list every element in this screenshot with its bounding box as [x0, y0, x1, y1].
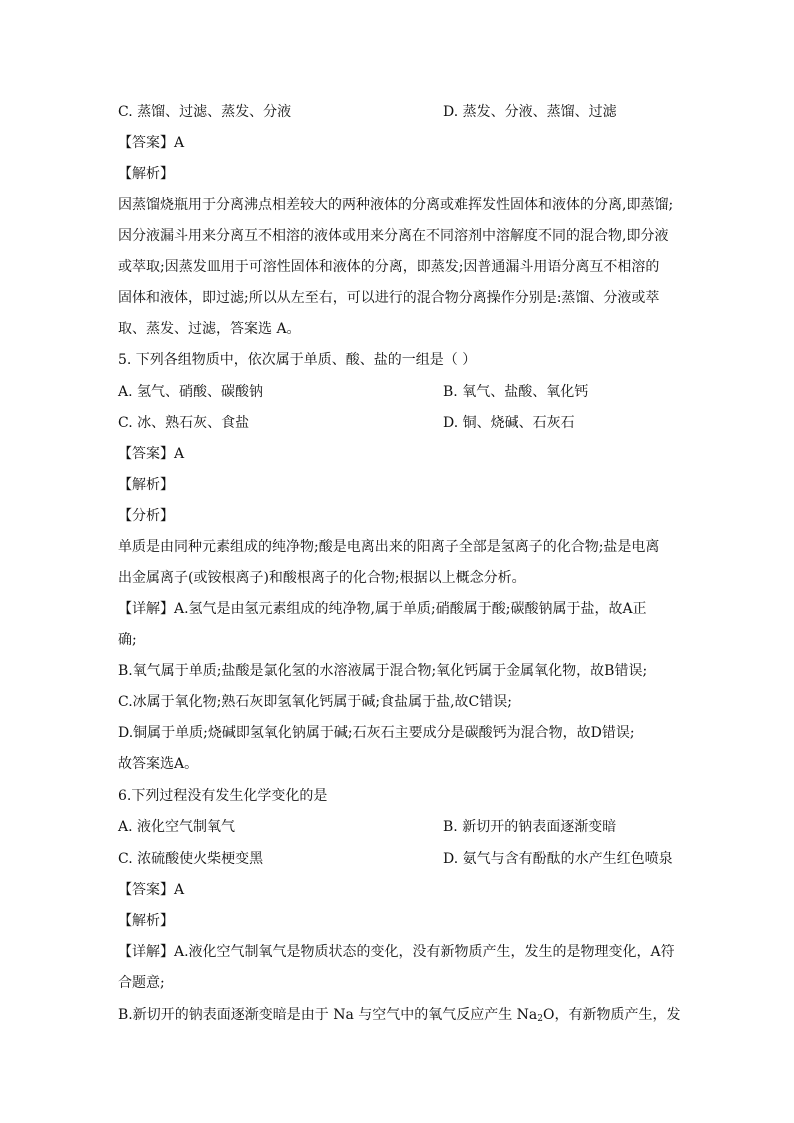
q5-stem: 5. 下列各组物质中，依次属于单质、酸、盐的一组是（ ） — [118, 352, 477, 368]
q4-analysis-line: 因分液漏斗用来分离互不相溶的液体或用来分离在不同溶剂中溶解度不同的混合物,即分液 — [118, 228, 669, 244]
q6-detail-line: 【详解】A.液化空气制氧气是物质状态的变化，没有新物质产生，发生的是物理变化，A符 — [118, 944, 675, 960]
q5-detail-line: 确; — [118, 632, 137, 648]
q4-analysis-line: 或萃取;因蒸发皿用于可溶性固体和液体的分离，即蒸发;因普通漏斗用语分离互不相溶的 — [118, 259, 660, 275]
q6-detail-last-line — [118, 1005, 681, 1029]
q5-detail-line: 故答案选A。 — [118, 756, 199, 772]
q4-analysis-label: 【解析】 — [118, 166, 174, 182]
q5-option-c: C. 冰、熟石灰、食盐 — [118, 415, 250, 431]
q4-option-c: C. 蒸馏、过滤、蒸发、分液 — [118, 104, 292, 120]
q4-option-d: D. 蒸发、分液、蒸馏、过滤 — [443, 104, 617, 120]
q5-option-b: B. 氧气、盐酸、氧化钙 — [443, 384, 589, 400]
q6-detail-last-pre: B.新切开的钠表面逐渐变暗是由于 Na 与空气中的氧气反应产生 Na — [118, 1007, 538, 1023]
q5-answer: 【答案】A — [118, 446, 185, 462]
q5-option-a: A. 氢气、硝酸、碳酸钠 — [118, 384, 264, 400]
q6-stem: 6.下列过程没有发生化学变化的是 — [118, 788, 328, 804]
q5-fenxi-line: 单质是由同种元素组成的纯净物;酸是电离出来的阳离子全部是氢离子的化合物;盐是电离 — [118, 539, 660, 555]
q6-analysis-label: 【解析】 — [118, 913, 174, 929]
q6-detail-last-post: O，有新物质产生，发 — [543, 1007, 681, 1023]
q5-fenxi-line: 出金属离子(或铵根离子)和酸根离子的化合物;根据以上概念分析。 — [118, 570, 526, 586]
q5-fenxi-label: 【分析】 — [118, 508, 174, 524]
q6-option-a: A. 液化空气制氧气 — [118, 819, 236, 835]
q4-analysis-line: 固体和液体，即过滤;所以从左至右，可以进行的混合物分离操作分别是:蒸馏、分液或萃 — [118, 290, 660, 306]
q5-detail-line: B.氧气属于单质;盐酸是氯化氢的水溶液属于混合物;氧化钙属于金属氧化物，故B错误; — [118, 663, 648, 679]
q6-option-c: C. 浓硫酸使火柴梗变黑 — [118, 851, 264, 867]
q4-answer: 【答案】A — [118, 135, 185, 151]
q6-answer: 【答案】A — [118, 882, 185, 898]
q6-detail-line: 合题意; — [118, 975, 165, 991]
q5-detail-line: C.冰属于氧化物;熟石灰即氢氧化钙属于碱;食盐属于盐,故C错误; — [118, 694, 512, 710]
q6-option-d: D. 氨气与含有酚酞的水产生红色喷泉 — [443, 851, 673, 867]
q5-option-d: D. 铜、烧碱、石灰石 — [443, 415, 575, 431]
q4-analysis-line: 取、蒸发、过滤，答案选 A。 — [118, 321, 301, 337]
q5-detail-line: D.铜属于单质;烧碱即氢氧化钠属于碱;石灰石主要成分是碳酸钙为混合物，故D错误; — [118, 725, 635, 741]
q4-analysis-line: 因蒸馏烧瓶用于分离沸点相差较大的两种液体的分离或难挥发性固体和液体的分离,即蒸馏; — [118, 197, 674, 213]
q6-option-b: B. 新切开的钠表面逐渐变暗 — [443, 819, 617, 835]
q5-detail-line: 【详解】A.氢气是由氢元素组成的纯净物,属于单质;硝酸属于酸;碳酸钠属于盐，故A正 — [118, 601, 647, 617]
q6-detail-last-sub: 2 — [537, 1014, 544, 1024]
q5-analysis-label: 【解析】 — [118, 477, 174, 493]
